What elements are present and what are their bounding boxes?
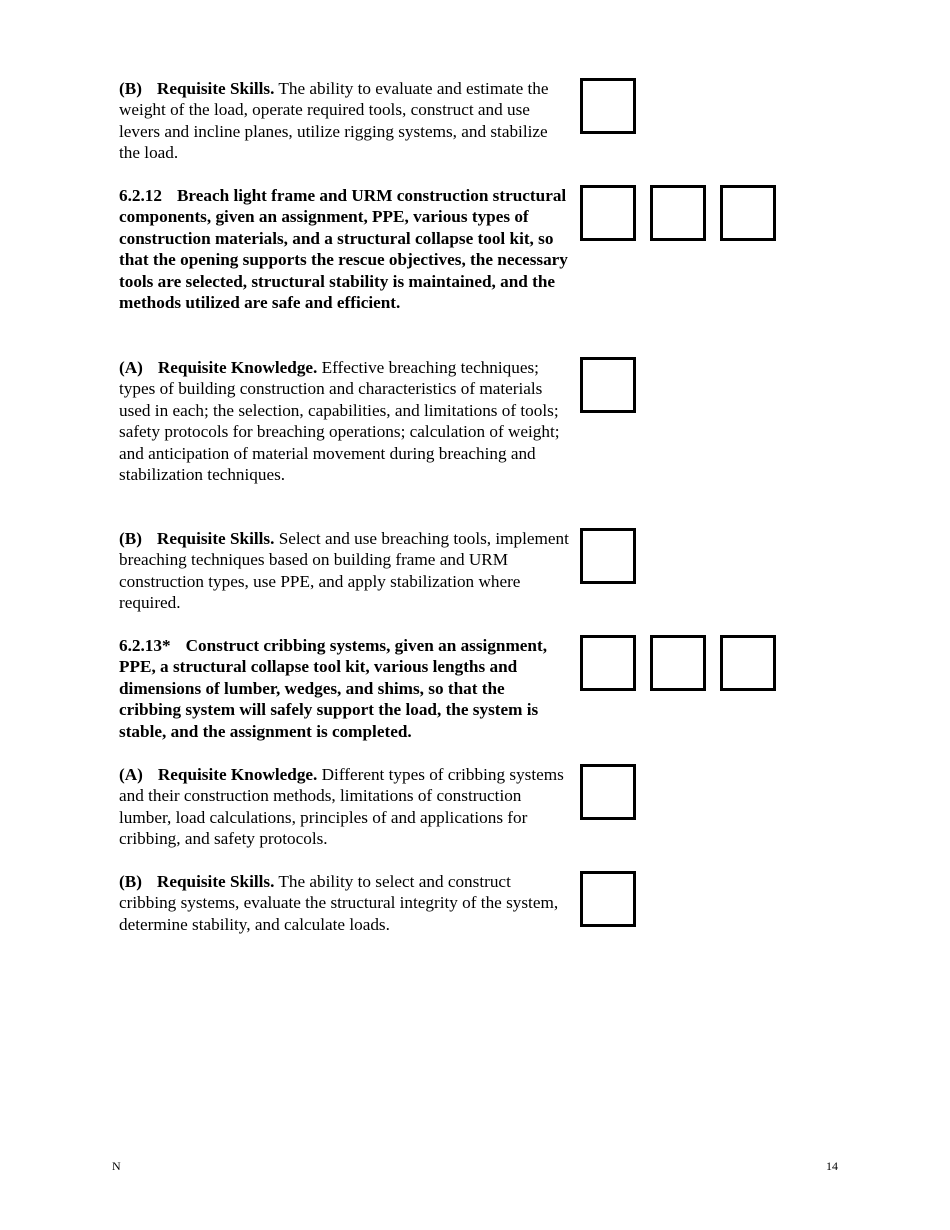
standard-paragraph bbox=[119, 635, 569, 742]
standard-number: 6.2.12 bbox=[119, 186, 162, 205]
standard-number: 6.2.13* bbox=[119, 636, 171, 655]
checkbox-group bbox=[580, 764, 636, 820]
checkbox[interactable] bbox=[580, 185, 636, 241]
item-label: (B) bbox=[119, 529, 142, 548]
item-text: Select and use breaching tools, implement breaching techniques based on building frame and URM construction types, use PPE, and apply stabilization where required. bbox=[119, 529, 569, 613]
item-heading: Requisite Knowledge. bbox=[157, 358, 318, 377]
item-text: Effective breaching techniques; types of building construction and characteristics of materials used in each; the selection, capabilities, and limitations of tools; safety protocols for breaching operations; calculation of weight; and anticipation of material movement during breaching and stabilization techniques. bbox=[119, 358, 560, 485]
item-label: (B) bbox=[119, 872, 142, 891]
item-label: (A) bbox=[119, 765, 143, 784]
checkbox[interactable] bbox=[580, 871, 636, 927]
knowledge-paragraph bbox=[119, 357, 569, 485]
checkbox[interactable] bbox=[720, 185, 776, 241]
item-heading: Requisite Knowledge. bbox=[157, 765, 318, 784]
checkbox[interactable] bbox=[650, 185, 706, 241]
knowledge-paragraph bbox=[119, 764, 569, 850]
checkbox[interactable] bbox=[580, 764, 636, 820]
item-text: The ability to select and construct cribbing systems, evaluate the structural integrity of the system, determine stability, and calculate loads. bbox=[119, 872, 559, 934]
standard-text: Construct cribbing systems, given an assignment, PPE, a structural collapse tool kit, various lengths and dimensions of lumber, wedges, and shims, so that the cribbing system will safely support the load, the system is stable, and the assignment is completed. bbox=[119, 636, 547, 741]
footer-left-mark: N bbox=[112, 1159, 121, 1173]
checkbox-group bbox=[580, 78, 636, 134]
item-heading: Requisite Skills. bbox=[156, 79, 275, 98]
item-text: The ability to evaluate and estimate the weight of the load, operate required tools, construct and use levers and incline planes, utilize rigging systems, and stabilize the load. bbox=[119, 79, 549, 163]
checkbox-group bbox=[580, 185, 776, 241]
item-label: (A) bbox=[119, 358, 143, 377]
checkbox[interactable] bbox=[580, 635, 636, 691]
item-text: Different types of cribbing systems and their construction methods, limitations of construction lumber, load calculations, principles of and applications for cribbing, and safety protocols. bbox=[119, 765, 564, 849]
checkbox[interactable] bbox=[720, 635, 776, 691]
checkbox[interactable] bbox=[580, 357, 636, 413]
skills-paragraph bbox=[119, 528, 569, 614]
page-number: 14 bbox=[826, 1159, 838, 1173]
checkbox[interactable] bbox=[650, 635, 706, 691]
skills-paragraph bbox=[119, 871, 569, 935]
checkbox-group bbox=[580, 635, 776, 691]
standard-text: Breach light frame and URM construction structural components, given an assignment, PPE, various types of construction materials, and a structural collapse tool kit, so that the opening supports the rescue objectives, the necessary tools are selected, structural stability is maintained, and the methods utilized are safe and efficient. bbox=[119, 186, 568, 313]
item-heading: Requisite Skills. bbox=[156, 529, 275, 548]
checkbox[interactable] bbox=[580, 528, 636, 584]
checkbox-group bbox=[580, 357, 636, 413]
standard-paragraph bbox=[119, 185, 569, 313]
item-label: (B) bbox=[119, 79, 142, 98]
checkbox-group bbox=[580, 528, 636, 584]
skills-paragraph bbox=[119, 78, 569, 164]
item-heading: Requisite Skills. bbox=[156, 872, 275, 891]
checkbox[interactable] bbox=[580, 78, 636, 134]
checkbox-group bbox=[580, 871, 636, 927]
